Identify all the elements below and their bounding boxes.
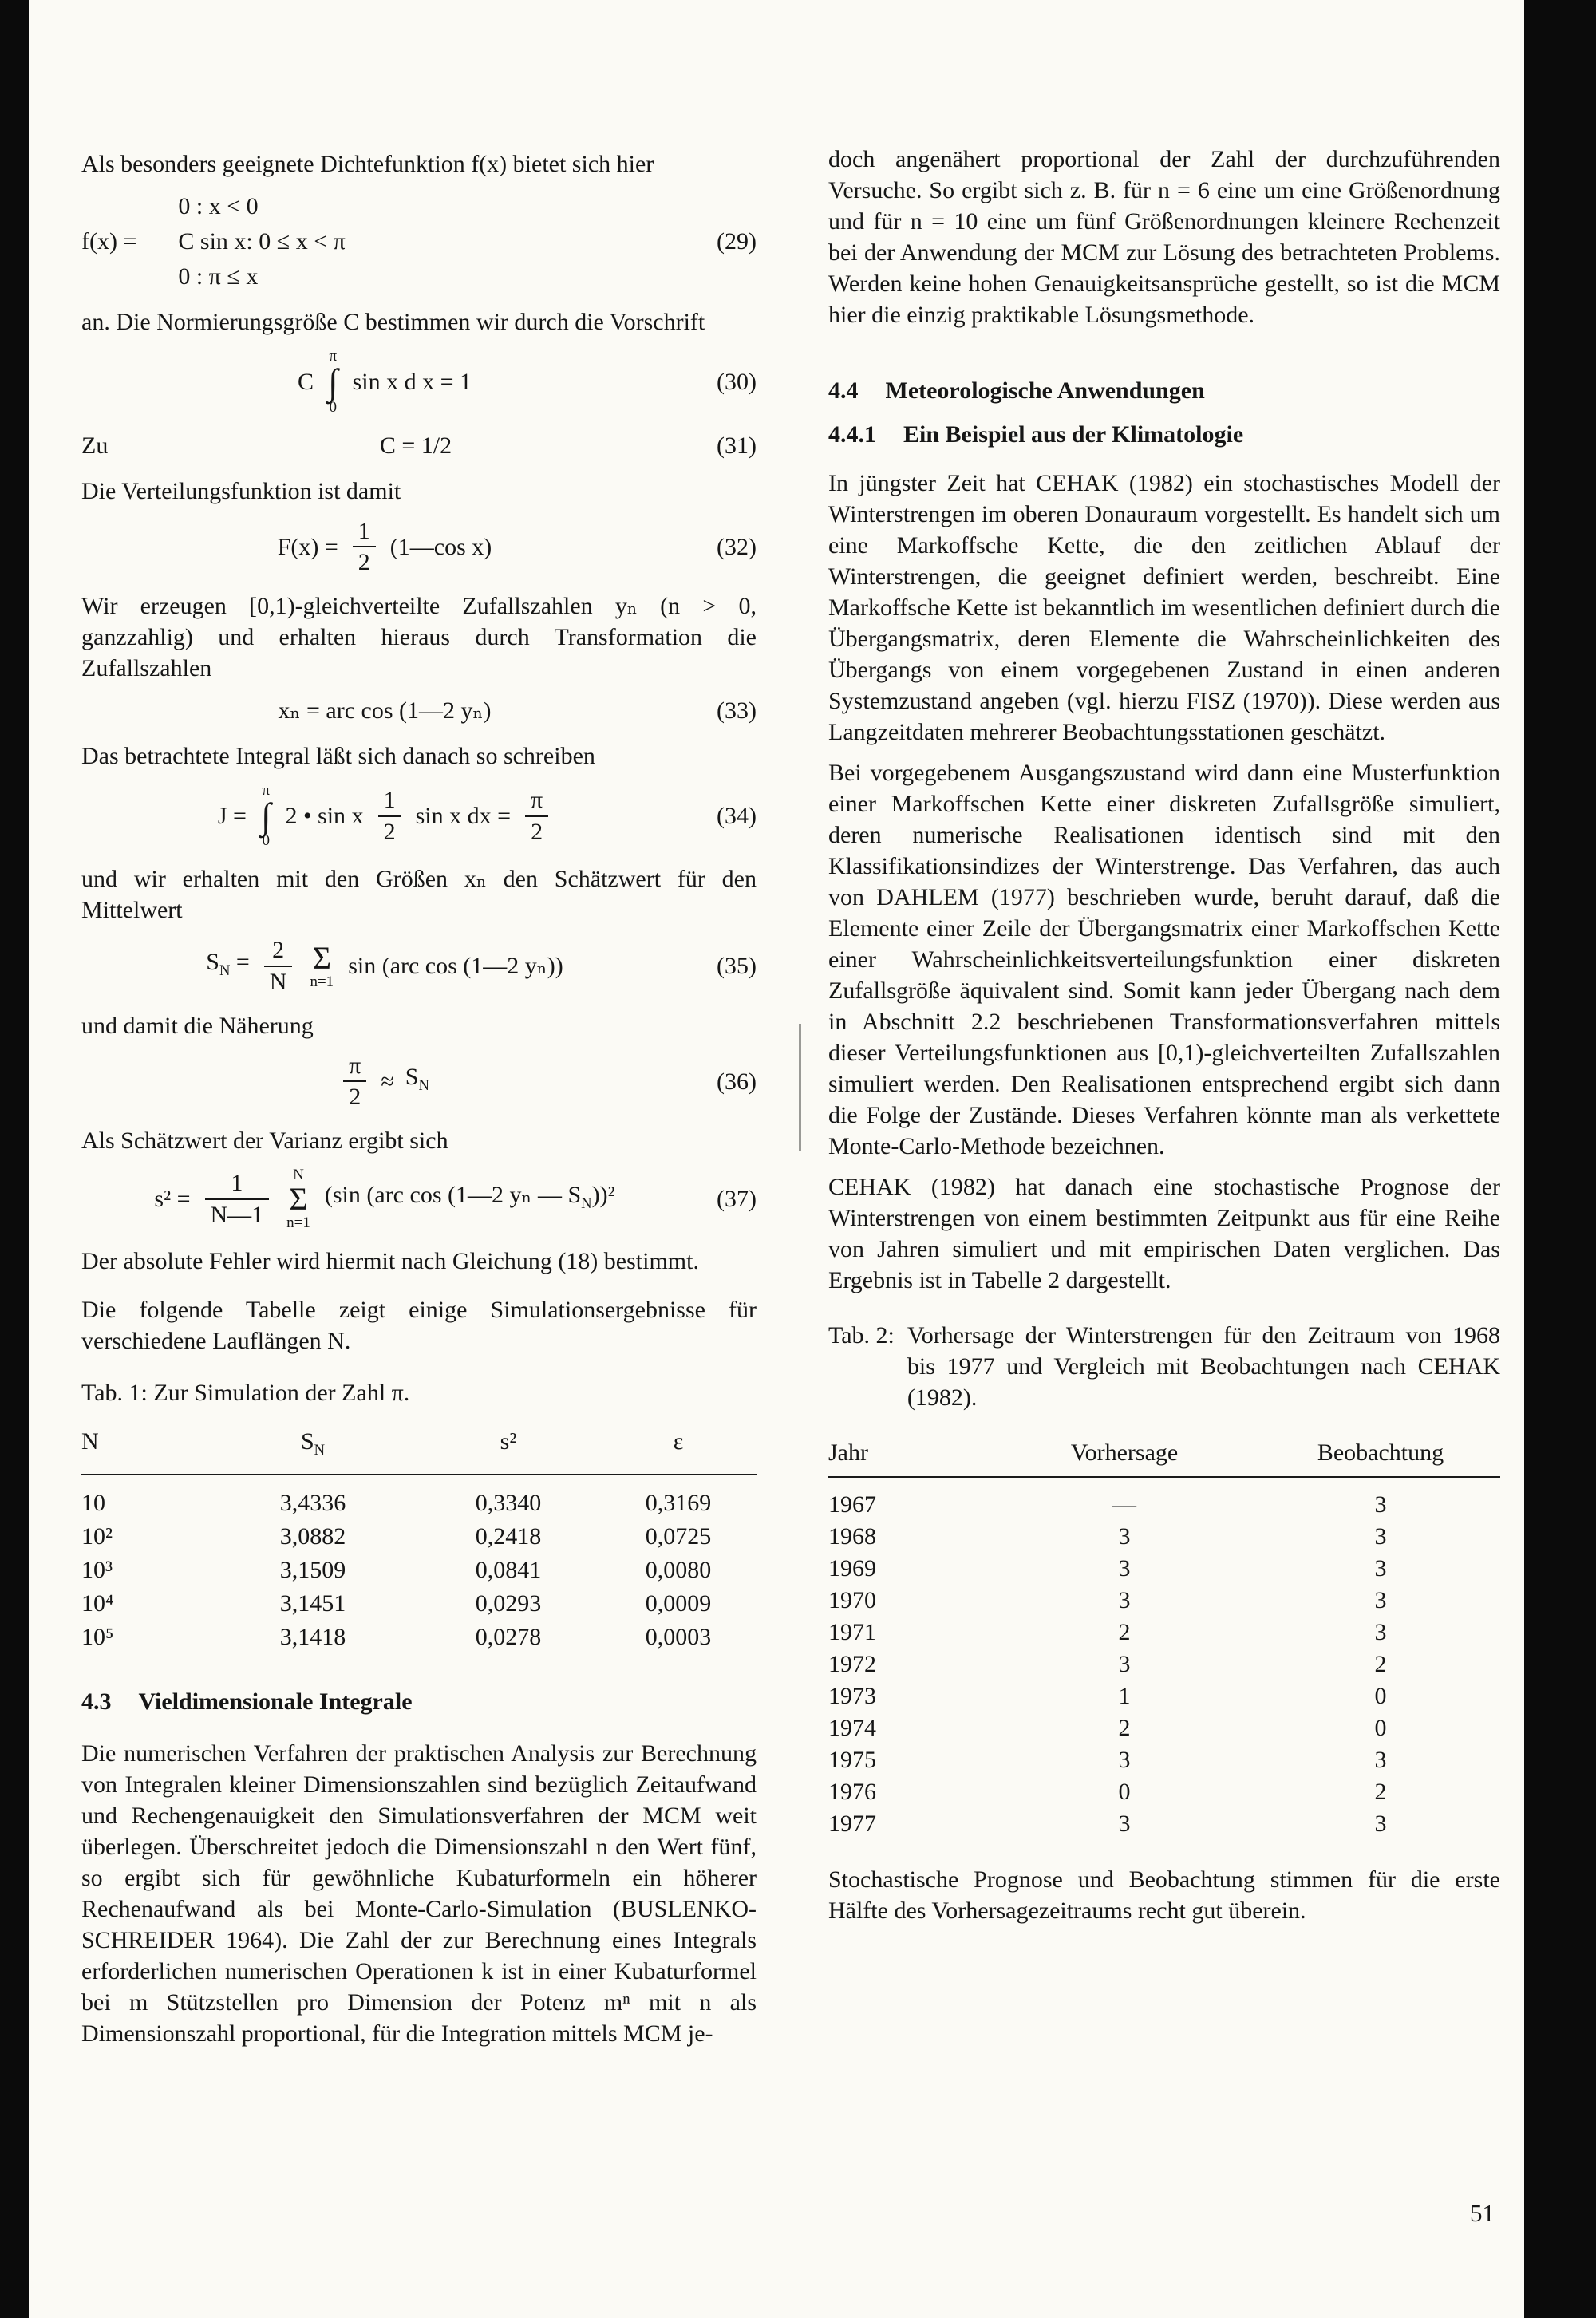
integral-symbol: ∫ [260, 795, 271, 836]
equation-number-31: (31) [717, 432, 757, 459]
fraction-denominator: 2 [525, 815, 548, 846]
table-cell: 0,0725 [645, 1522, 712, 1550]
equation-35 [81, 937, 757, 995]
table-cell: 3 [1374, 1523, 1387, 1550]
table-cell: 2 [1374, 1651, 1387, 1677]
table-cell: 3,1509 [279, 1556, 346, 1583]
table-cell: 0 [1118, 1779, 1131, 1805]
eq34-lhs: J = [217, 803, 247, 830]
paragraph-musterfunktion: Bei vorgegebenem Ausgangszustand wird dann eine Musterfunktion einer Markoffschen Kette einer diskreten Zufallsgröße simuliert, deren numerische Realisationen identisch sind mit den Klassifikationsindizes der Winterstrenge. Das Verfahren, das auch von DAHLEM (1977) beschrieben wurde, beruht darauf, daß die Elemente einer Zeile der Übergangsmatrix einer Markoffschen Kette einer Wahrscheinlichkeitsverteilungsfunktion einer diskreten Zufallsgröße äquivalent sind. Somit kann jeder Übergang nach dem in Abschnitt 2.2 beschriebenen Transformationsverfahren mittels dieser Verteilungsfunktionen aus [0,1)-gleichverteilten Zufallszahlen simuliert werden. Den Realisationen entsprechend ergibt sich dann die Folge der Zustände. Dieses Verfahren könnte man als verkettete Monte-Carlo-Methode bezeichnen. [828, 760, 1500, 1159]
table-row [81, 1487, 757, 1520]
sigma-lower-limit: n=1 [286, 1214, 310, 1231]
table-cell: 1976 [828, 1779, 876, 1805]
table-cell: 1973 [828, 1683, 876, 1709]
fraction-numerator: 1 [383, 786, 396, 813]
col-header-beobachtung: Beobachtung [1317, 1439, 1444, 1466]
sigma-lower-limit: n=1 [310, 973, 334, 990]
eq29-lhs: f(x) = [81, 228, 137, 255]
eq30-pre: C [297, 369, 314, 396]
equation-31 [81, 430, 757, 461]
table-cell: 0,2418 [475, 1522, 542, 1550]
equation-32 [81, 518, 757, 576]
paragraph-normierung: an. Die Normierungsgröße C bestimmen wir durch die Vorschrift [81, 309, 705, 335]
table-row [81, 1520, 757, 1554]
paragraph-rechenzeit: doch angenähert proportional der Zahl der durchzuführenden Versuche. So ergibt sich z. B. für n = 6 eine um eine Größenordnung und für n = 10 eine um fünf Größenordnungen kleinere Rechenzeit bei der Anwendung der MCM zur Lösung des betrachteten Problems. Werden keine hohen Genauigkeitsansprüche gestellt, so ist die MCM hier die einzig praktikable Lösungsmethode. [828, 146, 1500, 328]
equation-36 [81, 1052, 757, 1111]
table-2 [828, 1437, 1500, 1840]
table2-caption [828, 1320, 1500, 1413]
table-cell: 2 [1118, 1619, 1131, 1645]
table-cell: 2 [1118, 1715, 1131, 1741]
paragraph-zufallszahlen: Wir erzeugen [0,1)-gleichverteilte Zufallszahlen yₙ (n > 0, ganzzahlig) und erhalten hieraus durch Transformation die Zufallszahlen [81, 592, 757, 681]
sigma-icon [310, 939, 334, 990]
table-row [828, 1808, 1500, 1840]
eq36-rhs: $S_N$ [405, 1064, 429, 1095]
table-cell: 3 [1118, 1651, 1131, 1677]
heading-title: Ein Beispiel aus der Klimatologie [903, 421, 1244, 448]
table-row [828, 1553, 1500, 1585]
col-header-n: N [81, 1428, 99, 1455]
integral-icon [328, 349, 338, 416]
heading-number: 4.3 [81, 1688, 112, 1715]
eq29-case-2: C sin x: 0 ≤ x < π [178, 228, 346, 255]
table-cell: 3 [1374, 1491, 1387, 1518]
fraction-denominator: N [264, 966, 293, 996]
paragraph-cehak-modell: In jüngster Zeit hat CEHAK (1982) ein stochastisches Modell der Winterstrengen im oberen Donauraum vorgestellt. Es handelt sich um eine Markoffsche Kette, die den zeitlichen Ablauf der Winterstrengen, die geeignet definiert werden, beschreibt. Eine Markoffsche Kette ist bekanntlich im wesentlichen definiert durch die Übergangsmatrix, deren Elemente die Wahrscheinlichkeiten des Übergangs von einem vorgegebenen Zustand in einen anderen Systemzustand angeben (vgl. hierzu FISZ (1970)). Diese werden aus Langzeitdaten mehrerer Beobachtungsstationen geschätzt. [828, 470, 1500, 745]
table2-caption-label: Tab. 2: [828, 1322, 895, 1349]
col-header-epsilon: ε [673, 1428, 684, 1455]
table-cell: 0,0278 [475, 1623, 542, 1650]
fraction-numerator: 1 [358, 517, 370, 544]
table-cell: 2 [1374, 1779, 1387, 1805]
fraction [343, 1052, 366, 1111]
paragraph-simulationsergebnisse: Die folgende Tabelle zeigt einige Simulationsergebnisse für verschiedene Lauflängen N. [81, 1296, 757, 1354]
integral-lower-limit: 0 [329, 398, 338, 416]
heading-number: 4.4.1 [828, 421, 876, 448]
table-cell: 3 [1374, 1811, 1387, 1837]
table-row [828, 1521, 1500, 1553]
fraction-denominator: 2 [353, 546, 376, 576]
table-row [828, 1617, 1500, 1649]
table-cell: 10³ [81, 1556, 113, 1583]
equation-30 [81, 349, 757, 416]
paragraph-integral: Das betrachtete Integral läßt sich danach so schreiben [81, 742, 595, 769]
table-cell: 3 [1118, 1555, 1131, 1582]
heading-4-4 [828, 375, 1500, 406]
table-row [828, 1489, 1500, 1521]
eq37-rhs: (sin (arc cos (1—2 yₙ — $S_N))^2$ [324, 1181, 615, 1212]
eq29-cases [178, 191, 345, 292]
integral-lower-limit: 0 [262, 832, 270, 850]
paragraph-schluss: Stochastische Prognose und Beobachtung stimmen für die erste Hälfte des Vorhersagezeitraums recht gut überein. [828, 1866, 1500, 1924]
equation-number-34: (34) [717, 803, 757, 830]
equation-number-36: (36) [717, 1068, 757, 1095]
fraction-denominator: 2 [343, 1080, 366, 1111]
table-cell: 0 [1374, 1715, 1387, 1741]
equation-number-32: (32) [717, 533, 757, 560]
eq32-lhs: F(x) = [277, 533, 338, 560]
table-cell: 1972 [828, 1651, 876, 1677]
column-right [828, 144, 1500, 1936]
table-cell: 0,3340 [475, 1489, 542, 1516]
fraction-numerator: 2 [272, 937, 285, 964]
heading-number: 4.4 [828, 377, 859, 404]
table-cell: 0,0293 [475, 1589, 542, 1617]
sigma-icon [286, 1167, 310, 1231]
table-cell: 10² [81, 1522, 113, 1550]
fraction [378, 787, 401, 845]
fraction-numerator: π [349, 1052, 361, 1079]
integral-icon [261, 783, 271, 850]
table2-body [828, 1489, 1500, 1840]
equation-29 [81, 191, 757, 292]
fraction [525, 787, 548, 845]
table1-caption: Tab. 1: Zur Simulation der Zahl π. [81, 1379, 410, 1406]
eq36-approx: ≈ [381, 1068, 394, 1095]
table-row [828, 1649, 1500, 1680]
heading-title: Meteorologische Anwendungen [885, 377, 1205, 404]
table-row [81, 1621, 757, 1654]
paragraph-fehler: Der absolute Fehler wird hiermit nach Gleichung (18) bestimmt. [81, 1247, 699, 1274]
col-header-sn-sub: N [314, 1441, 326, 1459]
table-row [81, 1554, 757, 1587]
integral-upper-limit: π [329, 348, 338, 365]
fraction [353, 518, 376, 576]
equation-34 [81, 783, 757, 850]
eq31-label: Zu [81, 432, 109, 459]
table-cell: 1975 [828, 1747, 876, 1773]
table-cell: 10⁵ [81, 1623, 114, 1650]
table-cell: 3 [1374, 1555, 1387, 1582]
equation-number-37: (37) [717, 1186, 757, 1213]
fraction-numerator: 1 [231, 1170, 243, 1197]
table-cell: 0,0841 [475, 1556, 542, 1583]
table-cell: 3 [1374, 1747, 1387, 1773]
heading-title: Vieldimensionale Integrale [138, 1688, 413, 1715]
table-cell: 3 [1118, 1811, 1131, 1837]
eq34-mid1: 2 • sin x [285, 803, 364, 830]
col-header-vorhersage: Vorhersage [1070, 1439, 1179, 1466]
table-row [81, 1587, 757, 1621]
col-header-s2: s² [500, 1428, 517, 1455]
paragraph-dichtefunktion: Als besonders geeignete Dichtefunktion f(x) bietet sich hier [81, 151, 654, 177]
equation-33 [81, 695, 757, 726]
eq35-rhs: sin (arc cos (1—2 yₙ)) [348, 953, 563, 980]
table-cell: 1 [1118, 1683, 1131, 1709]
paragraph-mittelwert: und wir erhalten mit den Größen xₙ den Schätzwert für den Mittelwert [81, 866, 757, 924]
fraction-numerator: π [531, 786, 543, 813]
paragraph-cehak-prognose: CEHAK (1982) hat danach eine stochastische Prognose der Winterstrengen von einem bestimmten Zeitpunkt aus für eine Reihe von Jahren simuliert und mit empirischen Daten verglichen. Das Ergebnis ist in Tabelle 2 dargestellt. [828, 1174, 1500, 1293]
sigma-symbol: Σ [312, 939, 331, 976]
table-cell: 3,1451 [279, 1589, 346, 1617]
column-left [81, 148, 757, 2059]
fraction-denominator: 2 [378, 815, 401, 846]
table-1 [81, 1426, 757, 1654]
scan-edge-right [1524, 0, 1596, 2318]
eq35-lhs: $S_N$ = [206, 948, 250, 979]
table-cell: 10⁴ [81, 1589, 114, 1617]
page-number: 51 [1470, 2199, 1495, 2227]
table-row [828, 1585, 1500, 1617]
equation-number-35: (35) [717, 953, 757, 980]
table-cell: 1974 [828, 1715, 876, 1741]
table1-body [81, 1487, 757, 1654]
equation-number-29: (29) [717, 228, 757, 255]
sigma-upper-limit: N [293, 1166, 304, 1183]
sigma-symbol: Σ [289, 1180, 308, 1217]
col-header-sn-base: S [300, 1428, 314, 1455]
table-cell: 10 [81, 1489, 105, 1516]
scan-artifact-line [799, 1024, 801, 1151]
table-cell: 3,1418 [279, 1623, 346, 1650]
table-cell: 3 [1118, 1747, 1131, 1773]
table2-header [828, 1437, 1500, 1478]
table-row [828, 1680, 1500, 1712]
eq30-body: sin x d x = 1 [352, 369, 472, 396]
table-cell: 0,3169 [645, 1489, 712, 1516]
fraction [205, 1170, 270, 1228]
fraction [264, 937, 293, 995]
table-cell: 3 [1118, 1587, 1131, 1613]
table-row [828, 1776, 1500, 1808]
equation-number-30: (30) [717, 369, 757, 396]
table-cell: 1971 [828, 1619, 876, 1645]
table-cell: 0,0003 [645, 1623, 712, 1650]
table-cell: 1970 [828, 1587, 876, 1613]
table-cell: 1977 [828, 1811, 876, 1837]
table-cell: 3 [1374, 1619, 1387, 1645]
table-cell: 1969 [828, 1555, 876, 1582]
table-cell: 3,4336 [279, 1489, 346, 1516]
heading-4-4-1 [828, 419, 1500, 450]
table-cell: 0,0009 [645, 1589, 712, 1617]
integral-symbol: ∫ [327, 361, 338, 402]
paragraph-naeherung: und damit die Näherung [81, 1012, 314, 1039]
eq29-case-3: 0 : π ≤ x [178, 263, 259, 290]
table-cell: — [1112, 1491, 1136, 1518]
equation-37 [81, 1167, 757, 1231]
table-cell: 3 [1374, 1587, 1387, 1613]
table-cell: 1968 [828, 1523, 876, 1550]
eq33-body: xₙ = arc cos (1—2 yₙ) [278, 697, 492, 724]
col-header-sn [209, 1426, 417, 1466]
table-row [828, 1712, 1500, 1744]
eq32-rhs: (1—cos x) [389, 533, 492, 560]
eq31-body: C = 1/2 [379, 432, 452, 459]
scan-edge-left [0, 0, 29, 2318]
eq37-lhs: s² = [154, 1186, 191, 1213]
eq34-mid2: sin x dx = [415, 803, 511, 830]
col-header-jahr: Jahr [828, 1439, 868, 1466]
equation-number-33: (33) [717, 697, 757, 724]
table-cell: 0,0080 [645, 1556, 712, 1583]
table-cell: 0 [1374, 1683, 1387, 1709]
table-cell: 3 [1118, 1523, 1131, 1550]
heading-4-3 [81, 1686, 757, 1717]
paragraph-verteilungsfunktion: Die Verteilungsfunktion ist damit [81, 477, 401, 504]
table1-header [81, 1426, 757, 1475]
paragraph-varianz: Als Schätzwert der Varianz ergibt sich [81, 1127, 448, 1154]
table-row [828, 1744, 1500, 1776]
integral-upper-limit: π [262, 781, 271, 799]
fraction-denominator: N—1 [205, 1198, 270, 1229]
table-cell: 1967 [828, 1491, 876, 1518]
table-cell: 3,0882 [279, 1522, 346, 1550]
eq29-case-1: 0 : x < 0 [178, 193, 259, 219]
table2-caption-text: Vorhersage der Winterstrengen für den Zeitraum von 1968 bis 1977 und Vergleich mit Beobachtungen nach CEHAK (1982). [907, 1322, 1500, 1411]
paragraph-numerische-verfahren: Die numerischen Verfahren der praktischen Analysis zur Berechnung von Integralen kleiner Dimensionszahlen sind bezüglich Zeitaufwand und Rechengenauigkeit den Simulationsverfahren der MCM weit überlegen. Überschreitet jedoch die Dimensionszahl n den Wert fünf, so ergibt sich für gewöhnliche Kubaturformeln ein höherer Rechenaufwand als bei Monte-Carlo-Simulation (BUSLENKO-SCHREIDER 1964). Die Zahl der zur Berechnung eines Integrals erforderlichen numerischen Operationen k ist in einer Kubaturformel bei m Stützstellen pro Dimension der Potenz mⁿ mit n als Dimensionszahl proportional, für die Integration mittels MCM je- [81, 1739, 757, 2047]
